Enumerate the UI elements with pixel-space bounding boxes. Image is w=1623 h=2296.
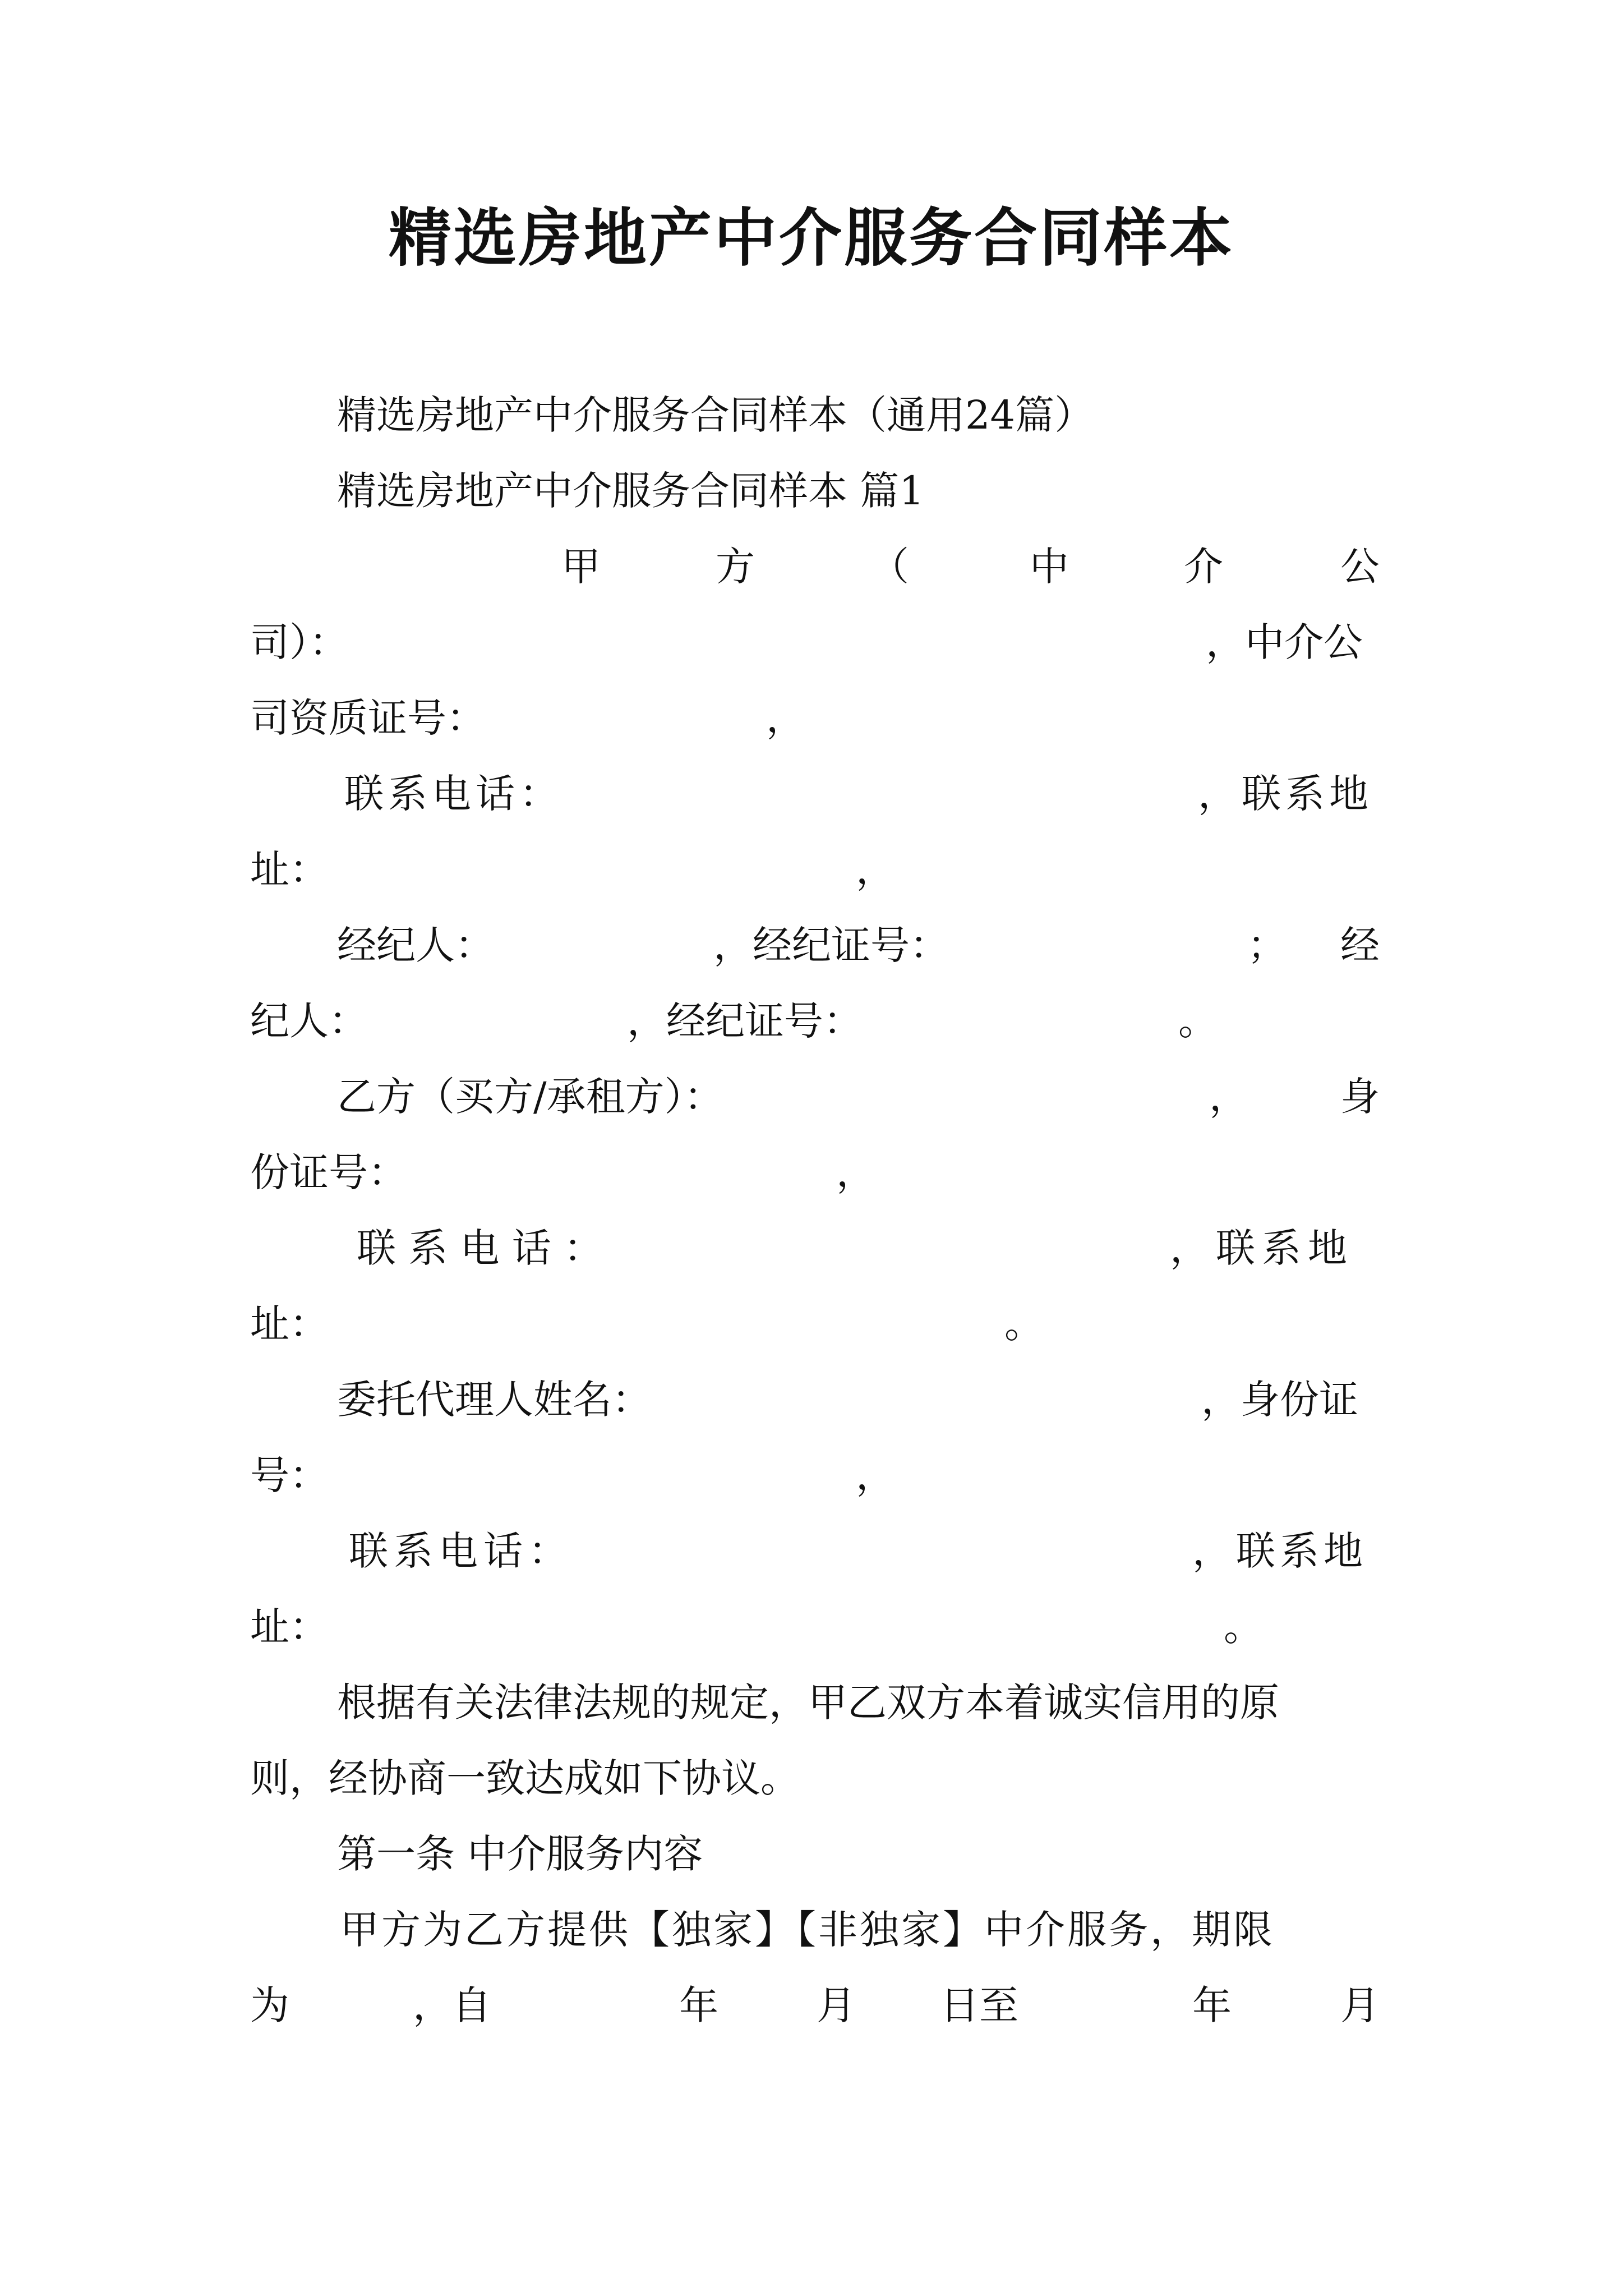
preamble-text: 根据有关法律法规的规定，甲乙双方本着诚实信用的原 xyxy=(337,1680,1279,1726)
qualification-cert-label: 司资质证号： xyxy=(250,695,486,741)
party-a-label: 司）： xyxy=(250,619,348,665)
agent-name-label: 委托代理人姓名： xyxy=(337,1377,651,1423)
date-fragment: 日至 xyxy=(940,1982,1018,2028)
party-a-line-1 xyxy=(250,539,1380,595)
agent-phone-line xyxy=(250,1523,1380,1579)
punctuation: 。 xyxy=(1004,1301,1044,1347)
party-b-id-line xyxy=(250,1144,1380,1200)
section-heading-text: 精选房地产中介服务合同样本 篇1 xyxy=(337,468,924,514)
address-label: ，联系地 xyxy=(1198,771,1373,817)
party-a-char: 中 xyxy=(1030,544,1069,590)
phone-label: 联系电话： xyxy=(349,1528,573,1574)
punctuation: ， xyxy=(856,846,895,892)
address-label: ，联系地 xyxy=(1192,1528,1367,1574)
article-1-heading xyxy=(250,1826,1380,1882)
preamble-line-2 xyxy=(250,1750,1380,1806)
party-a-line-3 xyxy=(250,690,1380,746)
id-label: 号： xyxy=(250,1452,329,1498)
agent-cert-label: ，经纪证号： xyxy=(627,998,863,1044)
article-heading-text: 第一条 中介服务内容 xyxy=(337,1831,703,1877)
punctuation: ， xyxy=(766,695,805,741)
section-heading xyxy=(250,463,1380,519)
party-a-line-2 xyxy=(250,614,1380,670)
article-1-line-1 xyxy=(250,1902,1380,1958)
party-b-phone-line xyxy=(250,1220,1380,1276)
party-b-line-1 xyxy=(250,1069,1380,1125)
document-subtitle xyxy=(250,387,1380,443)
party-a-phone-line xyxy=(250,766,1380,822)
phone-label: 联系电话： xyxy=(344,771,563,817)
date-fragment: 月 xyxy=(817,1982,856,2028)
subtitle-text: 精选房地产中介服务合同样本（通用24篇） xyxy=(337,392,1094,438)
punctuation: 。 xyxy=(1178,998,1218,1044)
agent-label: 经纪人： xyxy=(337,922,494,968)
party-a-char: 甲 xyxy=(561,544,601,590)
party-a-agent2-line xyxy=(250,993,1380,1049)
preamble-text: 则，经协商一致达成如下协议。 xyxy=(250,1755,800,1801)
id-label: ，身份证 xyxy=(1201,1377,1358,1423)
party-a-intermediary-label: ，中介公 xyxy=(1206,619,1363,665)
date-fragment: 为 xyxy=(250,1982,289,2028)
punctuation: ， xyxy=(1209,1074,1248,1120)
agent-id-line xyxy=(250,1447,1380,1503)
party-a-char: 公 xyxy=(1340,544,1380,590)
agent-label: 经 xyxy=(1340,922,1380,968)
party-b-address-line xyxy=(250,1296,1380,1352)
article-body-text: 甲方为乙方提供【独家】【非独家】中介服务，期限 xyxy=(340,1907,1275,1953)
punctuation: 。 xyxy=(1224,1604,1263,1650)
party-a-agent-line xyxy=(250,917,1380,973)
party-b-label: 乙方（买方/承租方）： xyxy=(337,1074,723,1120)
address-label: 址： xyxy=(250,1604,329,1650)
address-label: 址： xyxy=(250,846,329,892)
id-label: 份证号： xyxy=(250,1149,407,1195)
date-fragment: 年 xyxy=(1192,1982,1232,2028)
document-title: 精选房地产中介服务合同样本 xyxy=(389,202,1234,275)
party-a-char: 介 xyxy=(1184,544,1223,590)
agent-label: 纪人： xyxy=(250,998,368,1044)
date-fragment: 月 xyxy=(1340,1982,1380,2028)
agent-address-line xyxy=(250,1599,1380,1655)
phone-label: 联 系 电 话 ： xyxy=(357,1225,603,1271)
punctuation: ， xyxy=(856,1452,895,1498)
agent-name-line xyxy=(250,1372,1380,1428)
punctuation: ； xyxy=(1247,922,1287,968)
date-fragment: ，自 xyxy=(413,1982,491,2028)
agent-cert-label: ，经纪证号： xyxy=(713,922,949,968)
party-a-char: 方 xyxy=(716,544,755,590)
id-label: 身 xyxy=(1340,1074,1380,1120)
party-a-address-line xyxy=(250,841,1380,898)
address-label: ，联系地 xyxy=(1170,1225,1354,1271)
address-label: 址： xyxy=(250,1301,329,1347)
date-fragment: 年 xyxy=(679,1982,718,2028)
article-1-line-2 xyxy=(250,1977,1380,2033)
party-a-char: （ xyxy=(870,544,909,590)
punctuation: ， xyxy=(836,1149,875,1195)
preamble-line-1 xyxy=(250,1674,1380,1731)
